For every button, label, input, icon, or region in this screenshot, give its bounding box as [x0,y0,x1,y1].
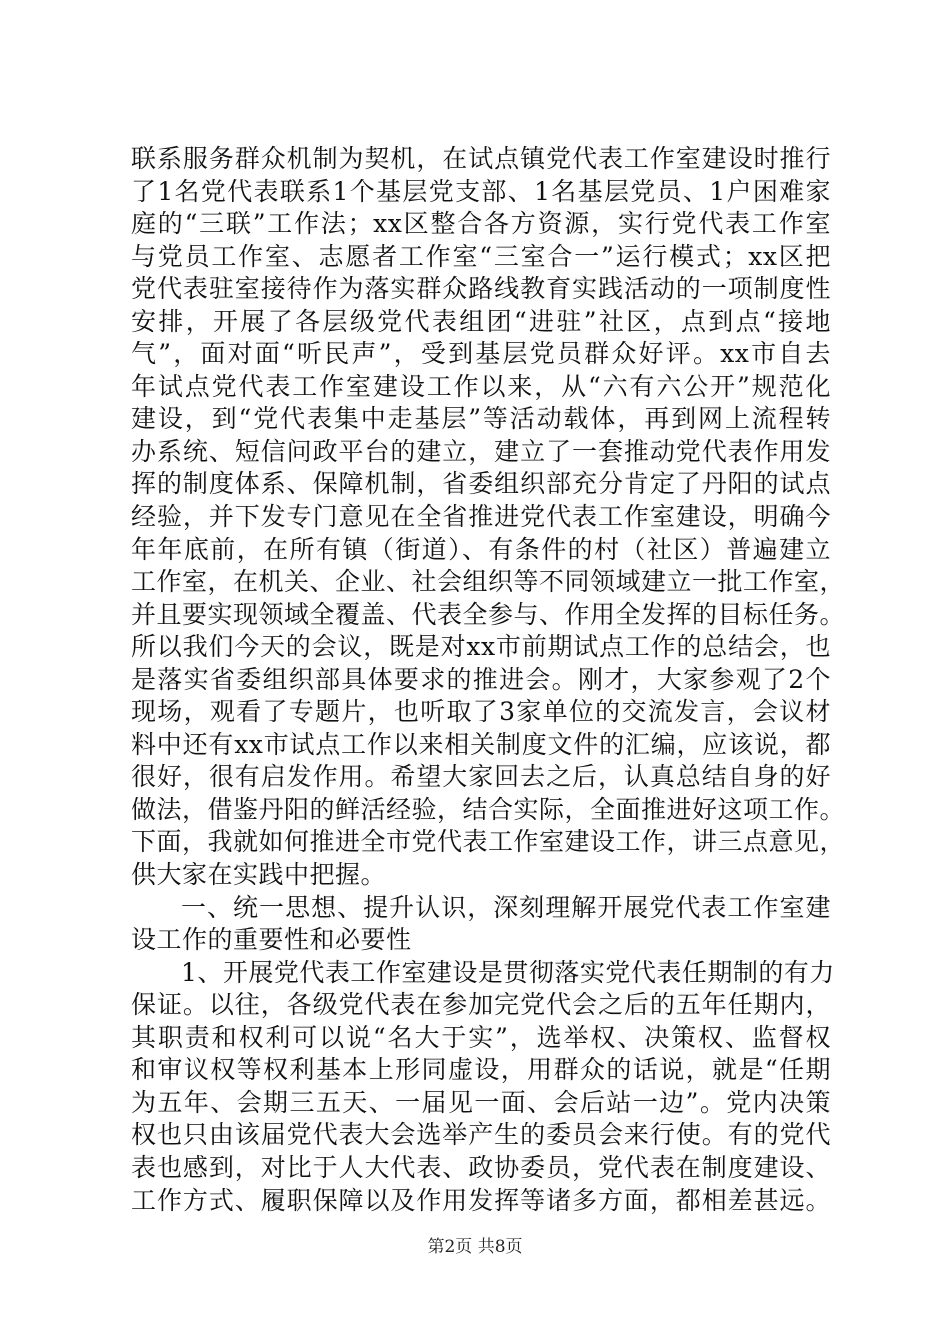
text-line: 与党员工作室、志愿者工作室“三室合一”运行模式；xx区把 [131,241,831,271]
text-line: 供大家在实践中把握。 [131,860,387,890]
text-line: 料中还有xx市试点工作以来相关制度文件的汇编，应该说，都 [131,729,831,759]
text-line: 办系统、短信问政平台的建立，建立了一套推动党代表作用发 [131,436,831,466]
text-line: 其职责和权利可以说“名大于实”，选举权、决策权、监督权 [131,1022,831,1052]
text-line: 并且要实现领域全覆盖、代表全参与、作用全发挥的目标任务。 [131,599,846,629]
text-line: 气”，面对面“听民声”，受到基层党员群众好评。xx市自去 [131,339,831,369]
text-line: 表也感到，对比于人大代表、政协委员，党代表在制度建设、 [131,1152,831,1182]
text-line: 工作方式、履职保障以及作用发挥等诸多方面，都相差甚远。 [131,1185,831,1215]
text-line: 联系服务群众机制为契机，在试点镇党代表工作室建设时推行 [131,144,831,173]
text-line: 1、开展党代表工作室建设是贯彻落实党代表任期制的有力 [181,957,835,987]
text-line: 保证。以往，各级党代表在参加完党代会之后的五年任期内， [131,990,831,1020]
text-line: 安排，开展了各层级党代表组团“进驻”社区，点到点“接地 [131,306,831,336]
text-line: 工作室，在机关、企业、社会组织等不同领域建立一批工作室， [131,567,846,597]
text-line: 年试点党代表工作室建设工作以来，从“六有六公开”规范化 [131,371,831,401]
text-line: 一、统一思想、提升认识，深刻理解开展党代表工作室建 [181,892,831,922]
text-line: 所以我们今天的会议，既是对xx市前期试点工作的总结会，也 [131,632,831,662]
text-line: 庭的“三联”工作法；xx区整合各方资源，实行党代表工作室 [131,209,831,239]
text-line: 现场，观看了专题片，也听取了3家单位的交流发言，会议材 [131,697,831,727]
text-line: 下面，我就如何推进全市党代表工作室建设工作，讲三点意见， [131,827,846,857]
document-body [131,143,846,1217]
text-line: 挥的制度体系、保障机制，省委组织部充分肯定了丹阳的试点 [131,469,831,499]
text-line: 权也只由该届党代表大会选举产生的委员会来行使。有的党代 [131,1120,831,1150]
text-line: 和审议权等权利基本上形同虚设，用群众的话说，就是“任期 [131,1055,831,1085]
text-line: 了1名党代表联系1个基层党支部、1名基层党员、1户困难家 [131,176,831,206]
text-line: 年年底前，在所有镇（街道）、有条件的村（社区）普遍建立 [131,534,831,564]
text-line: 建设，到“党代表集中走基层”等活动载体，再到网上流程转 [131,404,831,434]
text-line: 党代表驻室接待作为落实群众路线教育实践活动的一项制度性 [131,274,831,304]
text-line: 为五年、会期三五天、一届见一面、会后站一边”。党内决策 [131,1087,831,1117]
text-line: 很好，很有启发作用。希望大家回去之后，认真总结自身的好 [131,762,831,792]
text-line: 经验，并下发专门意见在全省推进党代表工作室建设，明确今 [131,502,831,532]
text-line: 设工作的重要性和必要性 [131,925,412,955]
text-line: 做法，借鉴丹阳的鲜活经验，结合实际，全面推进好这项工作。 [131,794,846,824]
page-footer: 第2页 共8页 [427,1237,523,1257]
text-line: 是落实省委组织部具体要求的推进会。刚才，大家参观了2个 [131,664,831,694]
